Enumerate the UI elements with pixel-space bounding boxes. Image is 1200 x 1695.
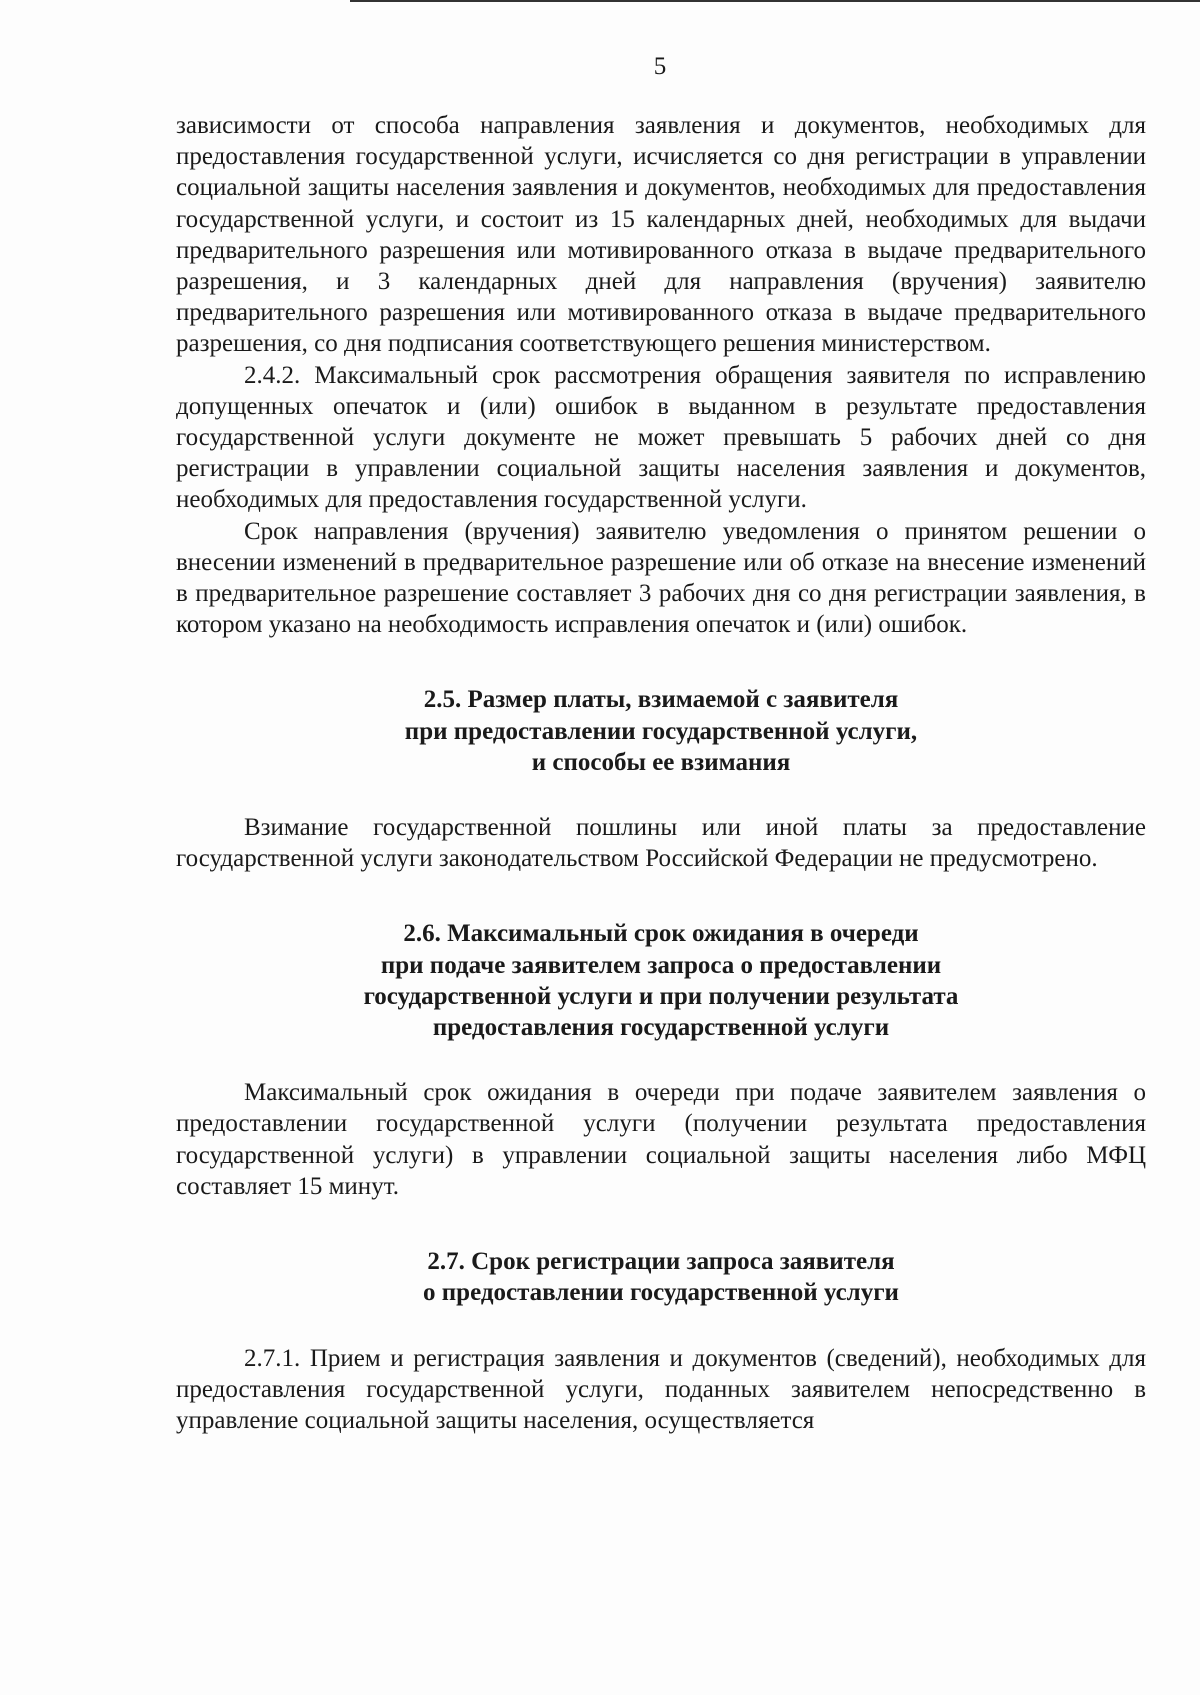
heading-line: 2.5. Размер платы, взимаемой с заявителя xyxy=(423,686,899,714)
spacer xyxy=(176,1043,1146,1077)
spacer xyxy=(176,1202,1146,1246)
heading-line: при предоставлении государственной услуги, xyxy=(404,717,918,745)
heading-line: при подаче заявителем запроса о предоставлении xyxy=(380,951,942,979)
spacer xyxy=(176,874,1146,918)
heading-line: 2.7. Срок регистрации запроса заявителя xyxy=(427,1248,895,1276)
document-body xyxy=(176,110,1146,1436)
spacer xyxy=(176,640,1146,684)
section-body-2-5: Взимание государственной пошлины или иной платы за предоставление государственной услуги законодательством Российской Федерации не предусмотрено. xyxy=(176,814,1146,873)
heading-line: государственной услуги и при получении результата xyxy=(363,982,959,1010)
section-heading-2-6 xyxy=(176,918,1146,1043)
spacer xyxy=(176,778,1146,812)
heading-line: 2.6. Максимальный срок ожидания в очереди xyxy=(403,920,919,948)
page-number: 5 xyxy=(653,53,667,80)
section-heading-2-5 xyxy=(176,684,1146,778)
top-rule xyxy=(350,0,1200,2)
spacer xyxy=(176,1309,1146,1343)
paragraph-notification-term: Срок направления (вручения) заявителю уведомления о принятом решении о внесении изменений в предварительное разрешение или об отказе на внесение изменений в предварительное разрешение составляет 3 рабочих дня со дня регистрации заявления, в котором указано на необходимость исправления опечаток и (или) ошибок. xyxy=(176,517,1146,639)
section-body-2-7-1: 2.7.1. Прием и регистрация заявления и документов (сведений), необходимых для предоставления государственной услуги, поданных заявителем непосредственно в управление социальной защиты населения, осуществляется xyxy=(176,1344,1146,1434)
heading-line: и способы ее взимания xyxy=(531,748,791,776)
paragraph-continuation: зависимости от способа направления заявления и документов, необходимых для предоставления государственной услуги, исчисляется со дня регистрации в управлении социальной защиты населения заявления и документов, необходимых для предоставления государственной услуги, и состоит из 15 календарных дней, необходимых для выдачи предварительного разрешения или мотивированного отказа в выдаче предварительного разрешения, и 3 календарных дней для направления (вручения) заявителю предварительного разрешения или мотивированного отказа в выдаче предварительного разрешения, со дня подписания соответствующего решения министерством. xyxy=(176,112,1146,358)
section-heading-2-7 xyxy=(176,1246,1146,1308)
paragraph-2-4-2: 2.4.2. Максимальный срок рассмотрения обращения заявителя по исправлению допущенных опечаток и (или) ошибок в выданном в результате предоставления государственной услуги документе не может превышать 5 рабочих дней со дня регистрации в управлении социальной защиты населения заявления и документов, необходимых для предоставления государственной услуги. xyxy=(176,361,1146,514)
heading-line: о предоставлении государственной услуги xyxy=(423,1279,899,1307)
section-body-2-6: Максимальный срок ожидания в очереди при подаче заявителем заявления о предоставлении государственной услуги (получении результата предоставления государственной услуги) в управлении социальной защиты населения либо МФЦ составляет 15 минут. xyxy=(176,1079,1146,1200)
heading-line: предоставления государственной услуги xyxy=(432,1014,890,1042)
